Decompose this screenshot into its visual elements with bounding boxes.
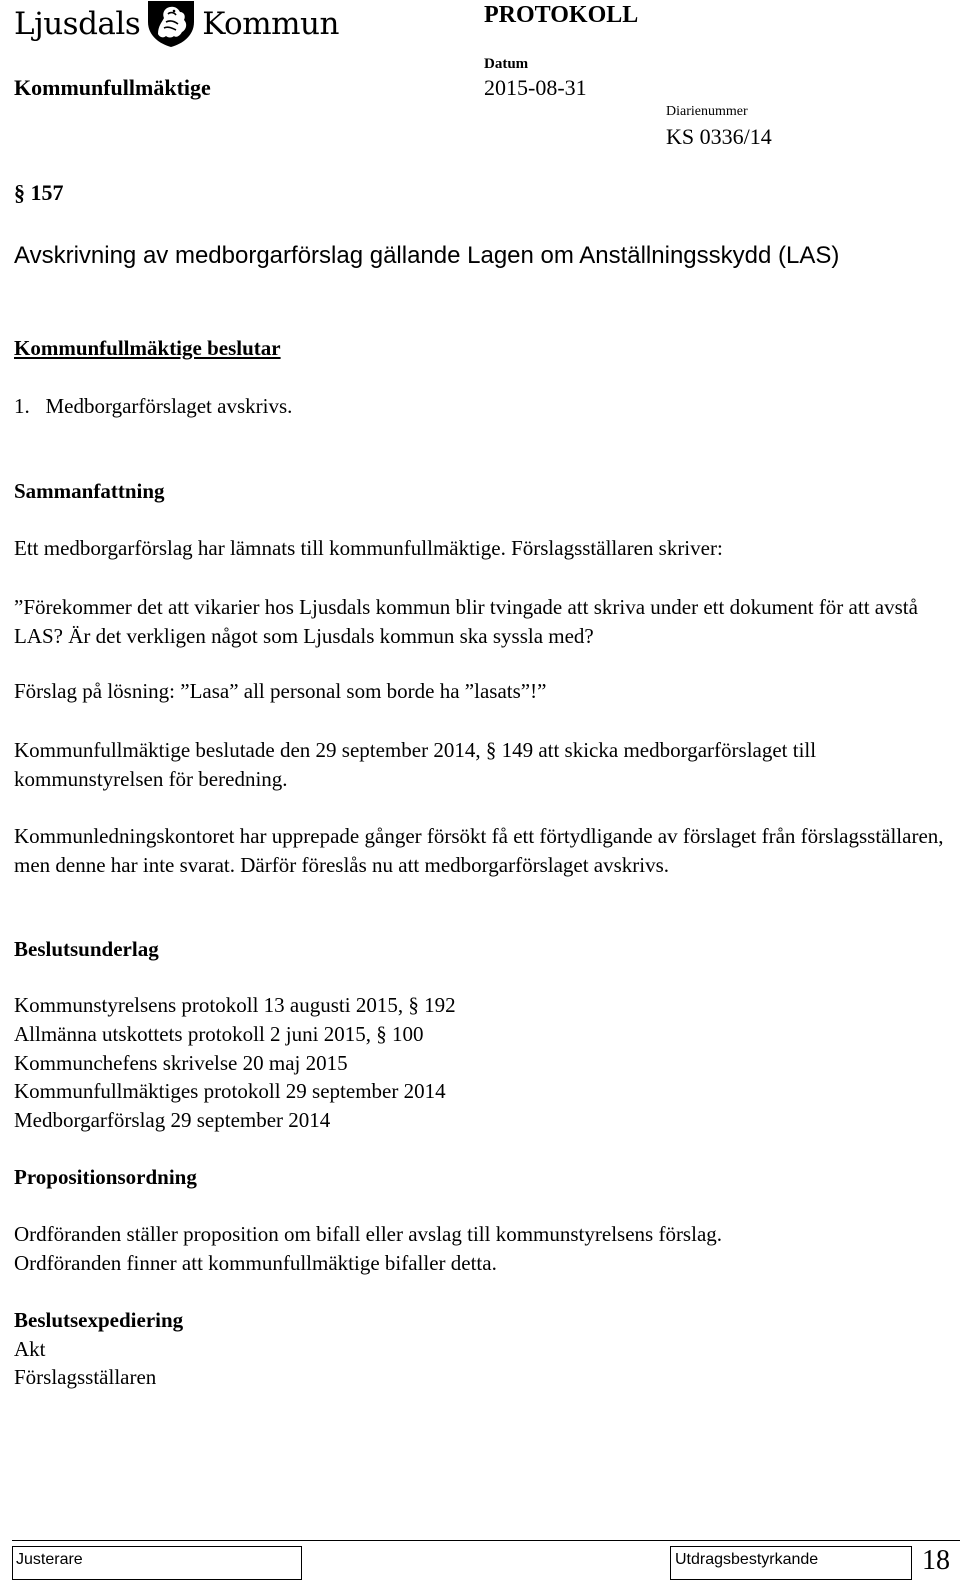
document-type: PROTOKOLL: [484, 2, 639, 28]
utdrag-label: Utdragsbestyrkande: [675, 1551, 819, 1568]
registration-number: KS 0336/14: [666, 124, 772, 149]
organization-name: Kommunfullmäktige: [14, 75, 211, 100]
proposition-line-2: Ordföranden finner att kommunfullmäktige bifaller detta.: [14, 1251, 497, 1275]
summary-heading: Sammanfattning: [14, 479, 165, 503]
proposition-heading: Propositionsordning: [14, 1165, 197, 1189]
logo-text-left: Ljusdals: [14, 6, 141, 42]
basis-item: Allmänna utskottets protokoll 2 juni 2015, § 100: [14, 1022, 424, 1046]
summary-paragraph-2: ”Förekommer det att vikarier hos Ljusdals kommun blir tvingade att skriva under ett dokument för att avstå LAS? Är det verkligen något som Ljusdals kommun ska syssla med?: [14, 595, 918, 648]
paragraph-number: § 157: [14, 180, 64, 205]
lion-shield-icon: [144, 0, 198, 48]
date-label: Datum: [484, 56, 529, 72]
municipality-logo: [14, 2, 339, 46]
expedition-item: Förslagsställaren: [14, 1365, 157, 1389]
paragraph-title: Avskrivning av medborgarförslag gällande Lagen om Anställningsskydd (LAS): [14, 242, 840, 269]
footer-divider: [12, 1540, 960, 1541]
expedition-item: Akt: [14, 1337, 46, 1361]
proposition-line-1: Ordföranden ställer proposition om bifall eller avslag till kommunstyrelsens förslag.: [14, 1222, 723, 1246]
date-value: 2015-08-31: [484, 75, 587, 100]
summary-paragraph-4: Kommunfullmäktige beslutade den 29 september 2014, § 149 att skicka medborgarförslaget till kommunstyrelsen för beredning.: [14, 738, 817, 791]
summary-paragraph-5: Kommunledningskontoret har upprepade gånger försökt få ett förtydligande av förslaget från förslagsställaren, men denne har inte svarat. Därför föreslås nu att medborgarförslaget avskrivs.: [14, 824, 944, 877]
basis-item: Kommunchefens skrivelse 20 maj 2015: [14, 1051, 348, 1075]
basis-item: Kommunfullmäktiges protokoll 29 september 2014: [14, 1079, 446, 1103]
logo-text-right: Kommun: [202, 6, 339, 42]
page-number: 18: [922, 1545, 950, 1576]
decision-heading: Kommunfullmäktige beslutar: [14, 336, 281, 360]
registration-number-label: Diarienummer: [666, 104, 748, 119]
basis-heading: Beslutsunderlag: [14, 937, 159, 961]
decision-item: 1. Medborgarförslaget avskrivs.: [14, 394, 293, 418]
basis-item: Kommunstyrelsens protokoll 13 augusti 2015, § 192: [14, 993, 456, 1017]
page-footer: [0, 1540, 960, 1580]
summary-paragraph-1: Ett medborgarförslag har lämnats till kommunfullmäktige. Förslagsställaren skriver:: [14, 536, 723, 560]
basis-item: Medborgarförslag 29 september 2014: [14, 1108, 331, 1132]
justerare-label: Justerare: [16, 1551, 83, 1568]
summary-paragraph-3: Förslag på lösning: ”Lasa” all personal som borde ha ”lasats”!”: [14, 679, 547, 703]
expedition-heading: Beslutsexpediering: [14, 1308, 184, 1332]
